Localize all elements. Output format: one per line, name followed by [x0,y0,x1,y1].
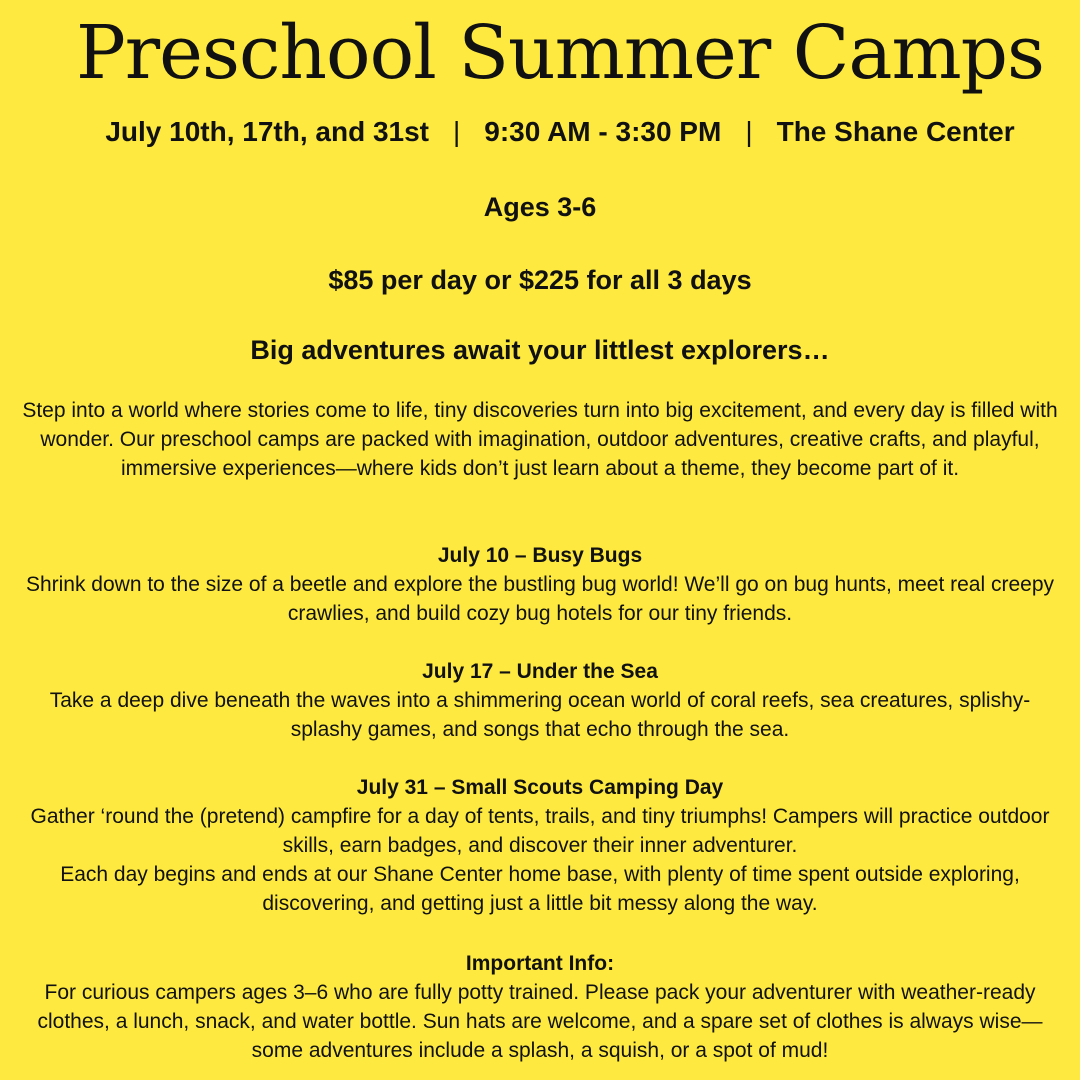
event-info-line [0,112,1080,152]
important-info [20,949,1060,1065]
session-description: Take a deep dive beneath the waves into a shimmering ocean world of coral reefs, sea creatures, splishy-splashy games, and songs that echo through the sea. [49,689,1031,741]
session-heading: July 31 – Small Scouts Camping Day [356,776,724,799]
session-description: Gather ‘round the (pretend) campfire for a day of tents, trails, and tiny triumphs! Campers will practice outdoor skills, earn badges, and discover their inner adventurer. [30,805,1050,857]
important-text: For curious campers ages 3–6 who are fully potty trained. Please pack your adventurer with weather-ready clothes, a lunch, snack, and water bottle. Sun hats are welcome, and a spare set of clothes is always wise—some adventures include a splash, a squish, or a spot of mud! [37,981,1043,1062]
session-busy-bugs [20,541,1060,628]
session-description: Shrink down to the size of a beetle and explore the bustling bug world! We’ll go on bug hunts, meet real creepy crawlies, and build cozy bug hotels for our tiny friends. [25,573,1055,625]
separator: | [453,116,461,147]
session-small-scouts [20,773,1060,918]
intro-paragraph [20,396,1060,483]
session-under-the-sea [20,657,1060,744]
tagline: Big adventures await your littlest explorers… [250,335,830,365]
pricing: $85 per day or $225 for all 3 days [328,265,752,295]
session-heading: July 17 – Under the Sea [422,660,658,683]
home-base-note: Each day begins and ends at our Shane Center home base, with plenty of time spent outside exploring, discovering, and getting just a little bit messy along the way. [60,863,1020,915]
event-time: 9:30 AM - 3:30 PM [484,116,722,147]
page-title: Preschool Summer Camps [76,10,1044,96]
event-location: The Shane Center [776,116,1015,147]
event-dates: July 10th, 17th, and 31st [105,116,429,147]
age-range: Ages 3-6 [483,192,597,222]
separator: | [745,116,753,147]
important-heading: Important Info: [465,952,615,975]
session-heading: July 10 – Busy Bugs [437,544,643,567]
intro-text: Step into a world where stories come to life, tiny discoveries turn into big excitement, and every day is filled with wonder. Our preschool camps are packed with imagination, outdoor adventures, creative crafts, and playful, immersive experiences—where kids don’t just learn about a theme, they become part of it. [22,399,1058,480]
